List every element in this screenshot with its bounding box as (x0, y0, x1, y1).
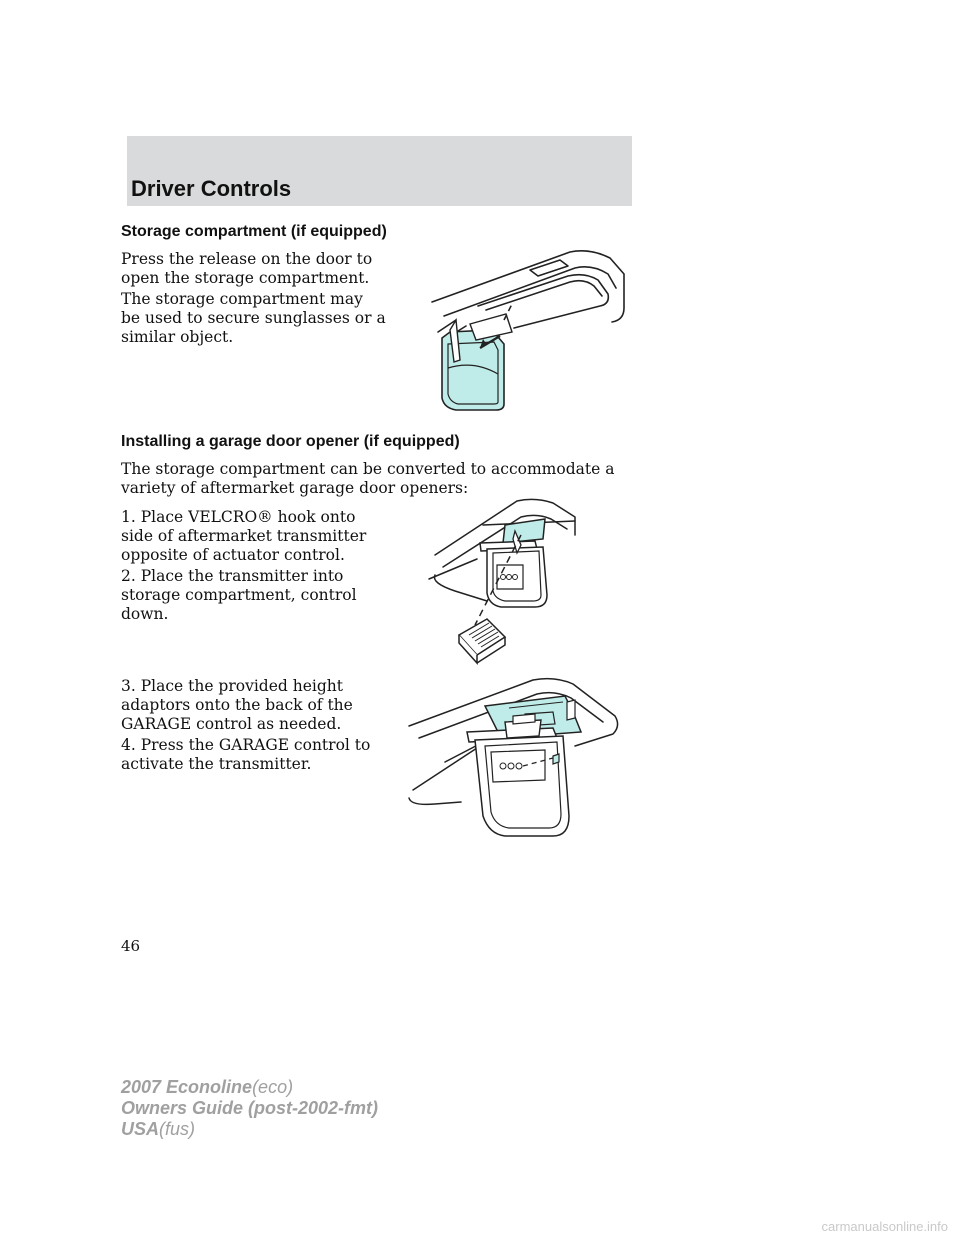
storage-heading: Storage compartment (if equipped) (121, 223, 387, 240)
section-title: Driver Controls (131, 176, 292, 201)
transmitter-install-illustration (425, 495, 590, 665)
footer-model: 2007 Econoline (121, 1077, 253, 1097)
footer-market-code: (fus) (159, 1119, 196, 1139)
page-number: 46 (121, 937, 141, 955)
footer-line-2: Owners Guide (post-2002-fmt) (121, 1098, 379, 1118)
garage-heading: Installing a garage door opener (if equipped) (121, 433, 460, 450)
footer-market: USA (121, 1119, 160, 1139)
garage-step-3: 3. Place the provided height adaptors onto the back of the GARAGE control as needed. (121, 677, 353, 733)
storage-paragraph-2: The storage compartment may be used to secure sunglasses or a similar object. (121, 290, 386, 346)
watermark: carmanualsonline.info (821, 1219, 948, 1234)
storage-paragraph-1: Press the release on the door to open the storage compartment. (121, 250, 373, 287)
footer-model-code: (eco) (252, 1077, 294, 1097)
garage-intro: The storage compartment can be converted to accommodate a variety of aftermarket garage door openers: (121, 460, 615, 497)
garage-step-2: 2. Place the transmitter into storage compartment, control down. (121, 567, 357, 623)
garage-step-4: 4. Press the GARAGE control to activate the transmitter. (121, 736, 371, 773)
footer-line-1 (121, 1077, 293, 1098)
garage-step-1: 1. Place VELCRO® hook onto side of aftermarket transmitter opposite of actuator control. (121, 508, 367, 564)
storage-compartment-illustration (420, 240, 630, 415)
footer-line-3 (121, 1119, 195, 1140)
transmitter-icon (459, 619, 505, 663)
height-adaptor-illustration (405, 676, 630, 844)
